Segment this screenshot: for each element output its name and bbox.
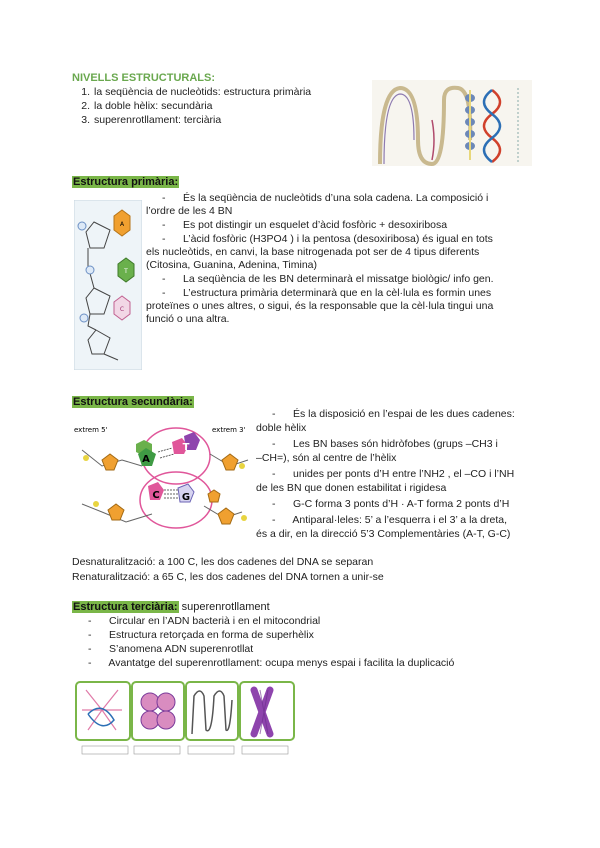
base-C: C — [152, 490, 160, 501]
supercoiling-figure — [74, 680, 298, 762]
secondary-line: - Antiparal·leles: 5’ a l’esquerra i el 3’ a la dreta, — [272, 514, 508, 526]
secondary-line: doble hèlix — [256, 422, 307, 434]
list-item: 1. la seqüència de nucleòtids: estructura primària — [81, 86, 312, 98]
list-item: 2. la doble hèlix: secundària — [81, 100, 213, 112]
primary-line: l’ordre de les 4 BN — [146, 205, 233, 217]
primary-line: - L’àcid fosfòric (H3PO4 ) i la pentosa (desoxiribosa) és igual en tots — [162, 233, 493, 245]
list-item: - S’anomena ADN superenrotllat — [88, 643, 254, 655]
primary-line: - La seqüència de les BN determinarà el missatge biològic/ info gen. — [162, 273, 494, 285]
primary-line: - L’estructura primària determinarà que en la cèl·lula es formin unes — [162, 287, 492, 299]
base-A: A — [142, 454, 150, 465]
base-C-label: C — [119, 306, 125, 313]
page-title: NIVELLS ESTRUCTURALS: — [72, 72, 215, 84]
primary-line: els nucleòtids, en canvi, la base nitrogenada pot ser de 4 tipus diferents — [146, 246, 480, 258]
base-pairing-figure — [72, 414, 258, 532]
secondary-line: de les BN que donen estabilitat i rigidesa — [256, 482, 447, 494]
nucleotide-chain-figure — [74, 200, 142, 370]
secondary-heading: Estructura secundària: — [73, 396, 193, 408]
extrem3-label: extrem 3' — [212, 426, 246, 434]
extrem5-label: extrem 5' — [74, 426, 108, 434]
primary-line: (Citosina, Guanina, Adenina, Timina) — [146, 259, 318, 271]
secondary-text — [256, 408, 528, 540]
secondary-line: –CH=), són al centre de l’hèlix — [256, 452, 397, 464]
secondary-line: - És la disposició en l’espai de les dues cadenes: — [272, 408, 515, 420]
renaturation-text: Renaturalització: a 65 C, les dos cadenes del DNA tornen a unir-se — [72, 571, 384, 583]
primary-line: proteïnes o unes altres, o sigui, és la responsable que la cèl·lula tingui una — [146, 300, 494, 312]
base-T-label: T — [124, 268, 128, 275]
levels-list — [72, 86, 372, 128]
list-item: - Estructura retorçada en forma de superhèlix — [88, 629, 314, 641]
dna-levels-figure — [372, 80, 532, 166]
primary-line: funció o una altra. — [146, 313, 230, 325]
secondary-line: - G-C forma 3 ponts d’H · A-T forma 2 ponts d’H — [272, 498, 510, 510]
list-item: - Avantatge del superenrotllament: ocupa menys espai i facilita la duplicació — [88, 657, 455, 669]
primary-line: - És la seqüència de nucleòtids d’una sola cadena. La composició i — [162, 192, 489, 204]
list-item: - Circular en l’ADN bacterià i en el mitocondrial — [88, 615, 321, 627]
primary-line: - Es pot distingir un esquelet d’àcid fosfòric + desoxiribosa — [162, 219, 448, 231]
secondary-line: - unides per ponts d’H entre l’NH2 , el –CO i l’NH — [272, 468, 515, 480]
base-G: G — [181, 492, 191, 503]
tertiary-heading: Estructura terciària: superenrotllament — [73, 601, 270, 613]
primary-heading: Estructura primària: — [73, 176, 179, 188]
denaturation-text: Desnaturalització: a 100 C, les dos cadenes del DNA se separan — [72, 556, 374, 568]
base-T: T — [182, 442, 190, 453]
list-item: 3. superenrotllament: terciària — [81, 114, 222, 126]
secondary-line: és a dir, en la direcció 5’3 Complementàries (A-T, G-C) — [256, 528, 511, 540]
secondary-line: - Les BN bases són hidròfobes (grups –CH3 i — [272, 438, 498, 450]
tertiary-list — [88, 615, 508, 675]
primary-text — [146, 192, 526, 342]
base-A-label: A — [119, 221, 125, 228]
